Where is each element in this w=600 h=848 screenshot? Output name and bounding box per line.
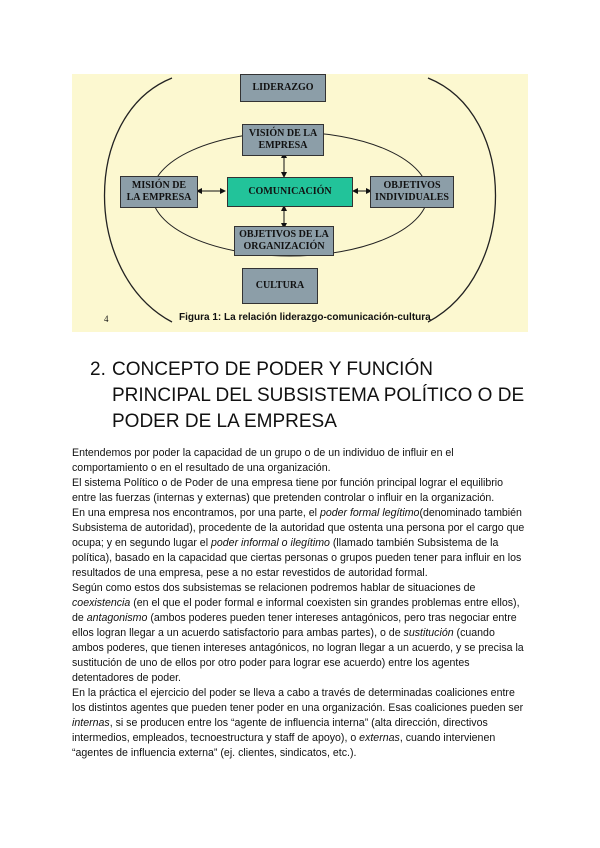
paragraph-3-term-formal: poder formal legítimo — [319, 507, 420, 519]
paragraph-4-term-coexistencia: coexistencia — [72, 597, 131, 609]
box-mision: MISIÓN DE LA EMPRESA — [120, 176, 198, 208]
figure-caption: Figura 1: La relación liderazgo-comunicación-cultura — [179, 312, 431, 323]
paragraph-4-text-a: Según como estos dos subsistemas se relacionen podremos hablar de situaciones de — [72, 582, 476, 594]
paragraph-5-text-a: En la práctica el ejercicio del poder se lleva a cabo a través de determinadas coaliciones entre los distintos agentes que pueden tener poder en una organización. Esas coaliciones pueden ser — [72, 687, 524, 714]
paragraph-4-term-antagonismo: antagonismo — [86, 612, 148, 624]
box-cultura: CULTURA — [242, 268, 318, 304]
paragraph-5-text-e: , cuando intervienen “agentes de influencia externa” (ej. clientes, sindicatos, etc.). — [72, 732, 496, 759]
paragraph-2: El sistema Político o de Poder de una empresa tiene por función principal lograr el equilibrio entre las fuerzas (internas y externas) que pretenden controlar o influir en la organización. — [72, 477, 504, 504]
paragraph-3-text-a: En una empresa nos encontramos, por una parte, el — [72, 507, 320, 519]
box-objetivos-individuales: OBJETIVOS INDIVIDUALES — [370, 176, 454, 208]
box-objetivos-organizacion: OBJETIVOS DE LA ORGANIZACIÓN — [234, 226, 334, 256]
figure-page-mark: 4 — [104, 314, 109, 324]
paragraph-3-text-c: (denominado también Subsistema de autoridad), procedente de la autoridad que ostenta una persona por el cargo que ocupa; y en segundo lugar el — [72, 507, 525, 549]
paragraph-4-term-sustitucion: sustitución — [403, 627, 454, 639]
box-liderazgo: LIDERAZGO — [240, 74, 326, 102]
paragraph-3-text-e: (llamado también Subsistema de la política), basado en la capacidad que ciertas personas o grupos pueden tener para influir en los resultados de una empresa, pese a no estar revestidos de autoridad formal. — [72, 537, 522, 579]
paragraph-4-text-c: (en el que el poder formal e informal coexisten sin grandes problemas entre ellos), de — [72, 597, 520, 624]
paragraph-5-term-internas: internas — [72, 717, 110, 729]
body-text — [72, 446, 528, 761]
paragraph-1: Entendemos por poder la capacidad de un grupo o de un individuo de influir en el comportamiento o en el resultado de una organización. — [72, 447, 454, 474]
paragraph-5 — [72, 686, 528, 761]
section-heading — [90, 357, 530, 435]
box-vision: VISIÓN DE LA EMPRESA — [242, 124, 324, 156]
paragraph-5-text-c: , si se producen entre los “agente de influencia interna” (alta dirección, directivos intermedios, empleados, tecnoestructura y staff de apoyo), o — [72, 717, 488, 744]
paragraph-3-term-informal: poder informal o ilegítimo — [211, 537, 330, 549]
figure-leadership-diagram — [72, 74, 528, 332]
paragraph-5-term-externas: externas — [359, 732, 400, 744]
paragraph-4 — [72, 581, 528, 686]
section-title: CONCEPTO DE PODER Y FUNCIÓN PRINCIPAL DEL SUBSISTEMA POLÍTICO O DE PODER DE LA EMPRESA — [112, 359, 525, 432]
paragraph-4-text-g: (cuando ambos poderes, que tienen intereses antagónicos, no logran llegar a un acuerdo, y se precisa la sustitución de uno de ellos por otro poder para lograr ese acuerdo) entre los agentes detentadores de poder. — [72, 627, 524, 684]
paragraph-4-text-e: (ambos poderes pueden tener intereses antagónicos, pero tras negociar entre ellos logran llegar a un acuerdo satisfactorio para ambas partes), o de — [72, 612, 517, 639]
paragraph-3 — [72, 506, 528, 581]
section-number: 2. — [90, 359, 106, 380]
box-comunicacion: COMUNICACIÓN — [227, 177, 353, 207]
